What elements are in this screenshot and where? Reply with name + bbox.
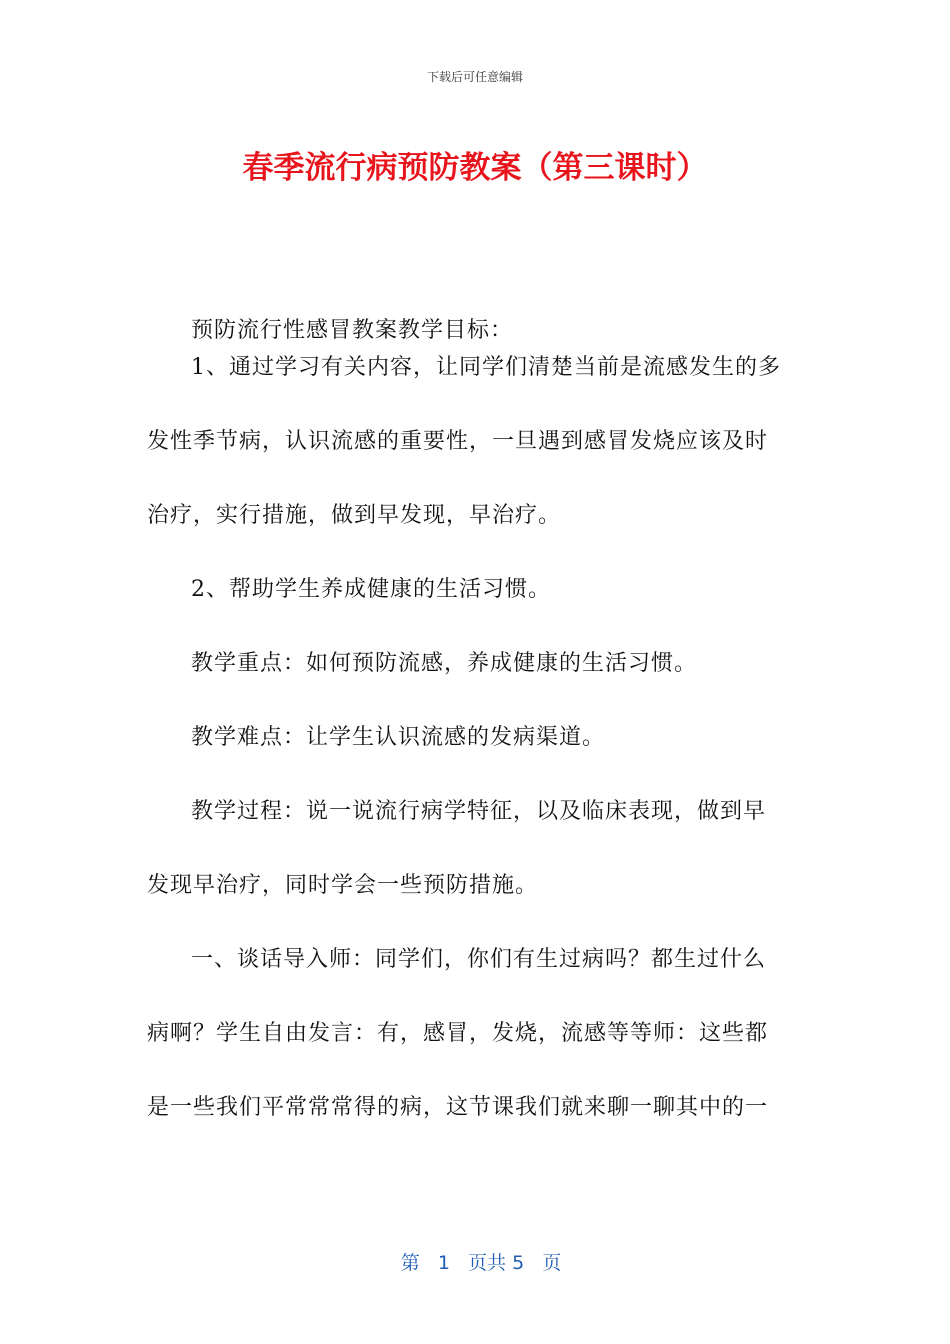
footer-page-prefix: 第 — [400, 1252, 420, 1274]
body-line: 是一些我们平常常常得的病，这节课我们就来聊一聊其中的一 — [147, 1095, 769, 1120]
body-line: 发现早治疗，同时学会一些预防措施。 — [147, 873, 539, 898]
body-line: 教学重点：如何预防流感，养成健康的生活习惯。 — [191, 651, 698, 676]
document-title: 春季流行病预防教案（第三课时） — [242, 150, 708, 186]
body-line: 教学过程：说一说流行病学特征，以及临床表现，做到早 — [191, 799, 767, 824]
body-line: 1、通过学习有关内容，让同学们清楚当前是流感发生的多 — [191, 355, 781, 380]
body-line: 发性季节病，认识流感的重要性，一旦遇到感冒发烧应该及时 — [147, 429, 769, 454]
document-body-main — [147, 331, 807, 1145]
footer-total-pages: 5 — [512, 1252, 525, 1274]
header-note: 下载后可任意编辑 — [426, 70, 523, 84]
body-line: 预防流行性感冒教案教学目标： — [191, 318, 514, 343]
footer-page-number: 1 — [437, 1252, 450, 1274]
body-line: 一、谈话导入师：同学们，你们有生过病吗？都生过什么 — [191, 947, 767, 972]
body-line: 教学难点：让学生认识流感的发病渠道。 — [191, 725, 606, 750]
body-line: 2、帮助学生养成健康的生活习惯。 — [191, 577, 551, 602]
footer-page-suffix: 页 — [542, 1252, 562, 1274]
body-line: 病啊？学生自由发言：有，感冒，发烧，流感等等师：这些都 — [147, 1021, 769, 1046]
page-footer — [0, 1226, 950, 1275]
body-line: 治疗，实行措施，做到早发现，早治疗。 — [147, 503, 562, 528]
footer-page-middle: 页共 — [468, 1252, 507, 1274]
